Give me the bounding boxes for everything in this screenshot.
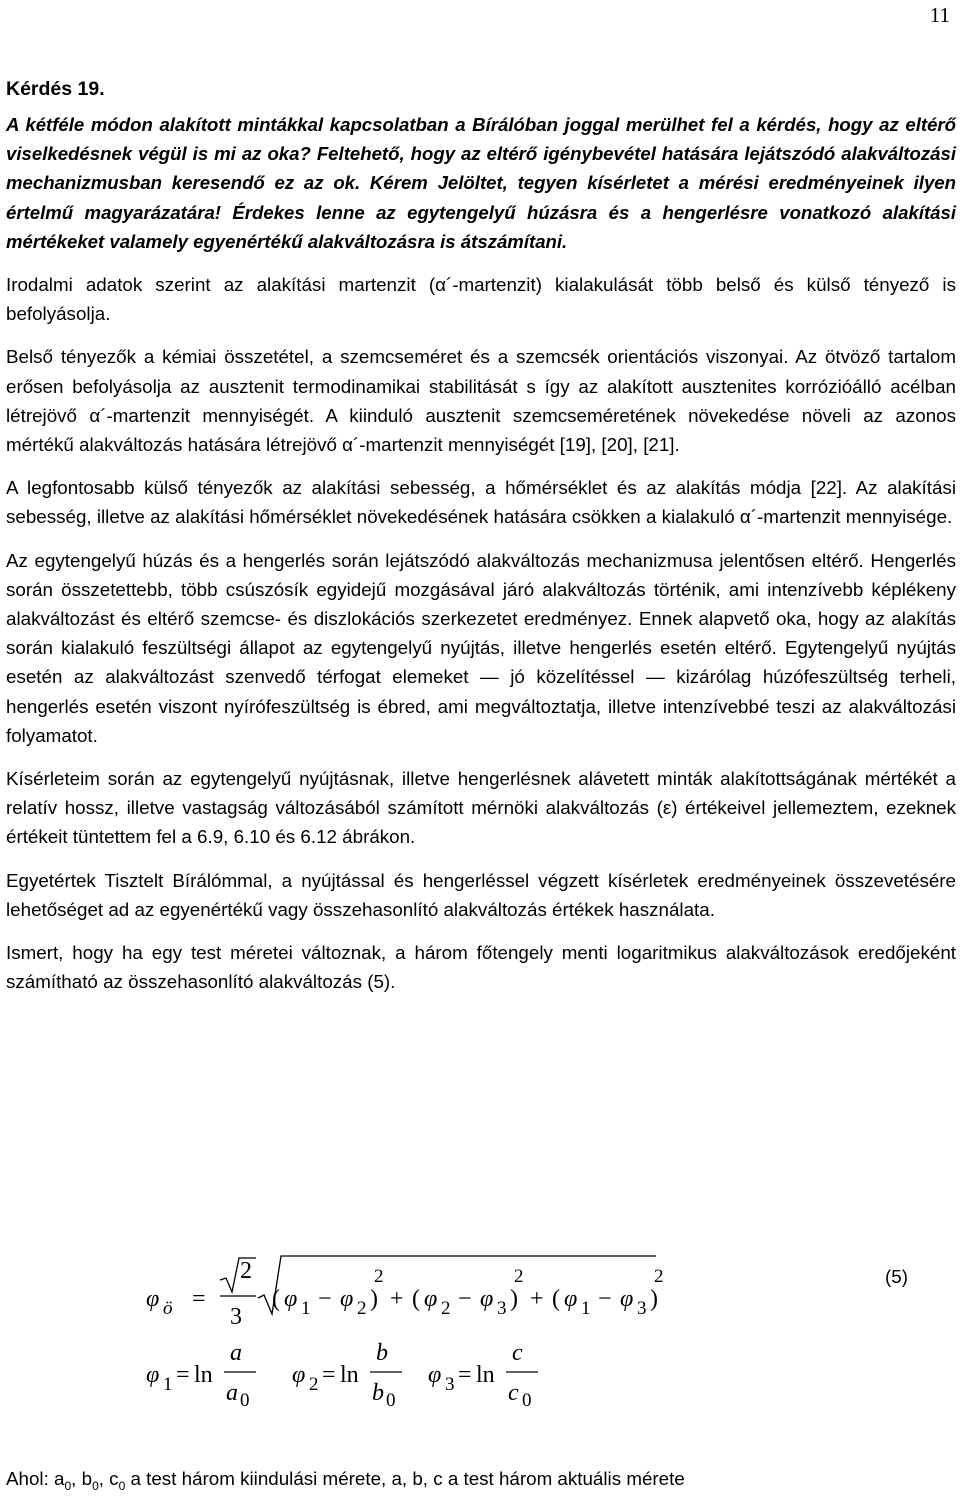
sub-1: 1 (301, 1298, 311, 1319)
paren-close-1: ) (370, 1286, 378, 1312)
paren-open-1: ( (272, 1286, 280, 1312)
phi-4: φ (480, 1286, 494, 1312)
reviewer-question: A kétféle módon alakított mintákkal kapcsolatban a Bírálóban joggal merülhet fel a kérdés, hogy az eltérő viselkedésnek végül is mi az oka? Feltehető, hogy az eltérő igénybevétel hatására lejátszódó alakváltozási mechanizmusban keresendő ez az ok. Kérem Jelöltet, tegyen kísérletet a mérési eredményeinek ilyen értelmű magyarázatára! Érdekes lenne az egytengelyű húzásra és a hengerlésre vonatkozó alakítási mértékeket valamely egyenértékű alakváltozásra is átszámítani. (6, 114, 956, 252)
eq-line2-3: = (458, 1362, 472, 1388)
phi-6: φ (620, 1286, 634, 1312)
phi-3: φ (424, 1286, 438, 1312)
equation-number: (5) (885, 1266, 908, 1287)
sub-line2-1: 1 (163, 1374, 173, 1395)
eq-line2-1: = (176, 1362, 190, 1388)
den-a-sub: 0 (240, 1390, 250, 1411)
sub-4: 3 (497, 1298, 507, 1319)
footer-c: , c (98, 1468, 119, 1489)
phi-line2-2: φ (292, 1362, 306, 1388)
paren-open-3: ( (552, 1286, 560, 1312)
equals-sign: = (192, 1286, 206, 1312)
phi-1: φ (284, 1286, 298, 1312)
paragraph-agreement: Egyetértek Tisztelt Bírálómmal, a nyújtással és hengerléssel végzett kísérletek eredményeinek összevetésére lehetőséget ad az egyenértékű vagy összehasonlító alakváltozás értékek használata. (6, 869, 956, 920)
paragraph-mechanism: Az egytengelyű húzás és a hengerlés során lejátszódó alakváltozás mechanizmusa jelentősen eltérő. Hengerlés során összetettebb, több csúszósík egyidejű mozgásával járó alakváltozás történik, ami intenzívebb képlékeny alakváltozást és eltérő szemcse- és diszlokációs szerkezetet eredményez. Ennek alapvető oka, hogy az alakítás során kialakuló feszültségi állapot az egytengelyű nyújtás, illetve hengerlés esetén eltérő. Egytengelyű nyújtás esetén az alakváltozást szenvedő térfogat elemeket — jó közelítéssel — kizárólag húzófeszültség terheli, hengerlés esetén viszont nyírófeszültség is ébred, ami megváltoztatja, illetve intenzívebbé teszi az alakváltozási folyamatot. (6, 549, 956, 746)
paragraph-internal-factors: Belső tényezők a kémiai összetétel, a szemcseméret és a szemcsék orientációs viszonyai. Az ötvöző tartalom erősen befolyásolja az ausztenit termodinamikai stabilitását s így az alakított ausztenites korrózióálló acélban létrejövő α´-martenzit mennyiségét. A kiinduló ausztenit szemcseméretének növekedése növeli az azonos mértékű alakváltozás hatására létrejövő α´-martenzit mennyiségét [19], [20], [21]. (6, 346, 956, 456)
paragraph-logarithmic: Ismert, hogy ha egy test méretei változnak, a három főtengely menti logaritmikus alakváltozások eredőjeként számítható az összehasonlító alakváltozás (5). (6, 942, 956, 993)
square-1: 2 (374, 1266, 384, 1287)
plus-1: + (390, 1286, 404, 1312)
footer-description: a test három kiindulási mérete, a, b, c a test három aktuális mérete (125, 1468, 685, 1489)
num-c: c (512, 1340, 523, 1366)
paragraph-experiments: Kísérleteim során az egytengelyű nyújtásnak, illetve hengerlésnek alávetett minták alakítottságának mértékét a relatív hossz, illetve vastagság változásából számított mérnöki alakváltozás (ε) értékeivel jellemeztem, ezeknek értékeit tüntettem fel a 6.9, 6.10 és 6.12 ábrákon. (6, 768, 956, 848)
sqrt-two: 2 (240, 1258, 252, 1284)
paren-close-3: ) (650, 1286, 658, 1312)
num-a: a (230, 1340, 242, 1366)
footer-sub-c: 0 (118, 1478, 126, 1493)
subscript-o: ö (163, 1298, 173, 1319)
phi-symbol: φ (146, 1286, 160, 1312)
paragraph-literature: Irodalmi adatok szerint az alakítási martenzit (α´-martenzit) kialakulását több belső és külső tényező is befolyásolja. (6, 274, 956, 325)
page-content (6, 110, 956, 996)
den-a: a (226, 1380, 238, 1406)
square-2: 2 (514, 1266, 524, 1287)
den-c-sub: 0 (522, 1390, 532, 1411)
num-b: b (376, 1340, 388, 1366)
den-c: c (508, 1380, 519, 1406)
sub-6: 3 (637, 1298, 647, 1319)
sub-line2-2: 2 (309, 1374, 319, 1395)
sub-line2-3: 3 (445, 1374, 455, 1395)
footer-sub-b: 0 (92, 1478, 99, 1493)
paren-close-2: ) (510, 1286, 518, 1312)
phi-5: φ (564, 1286, 578, 1312)
phi-line2-1: φ (146, 1362, 160, 1388)
eq-line2-2: = (322, 1362, 336, 1388)
equivalent-strain-formula (146, 1252, 946, 1412)
sub-5: 1 (581, 1298, 591, 1319)
page-number: 11 (929, 3, 950, 27)
variable-definition (6, 1468, 685, 1493)
phi-2: φ (340, 1286, 354, 1312)
paragraph-external-factors: A legfontosabb külső tényezők az alakítási sebesség, a hőmérséklet és az alakítás módja [22]. Az alakítási sebesség, illetve az alakítási hőmérséklet növekedésének hatására csökken a kialakuló α´-martenzit mennyisége. (6, 477, 956, 528)
sub-2: 2 (357, 1298, 367, 1319)
ln-2: ln (340, 1362, 359, 1388)
minus-2: − (458, 1286, 472, 1312)
paren-open-2: ( (412, 1286, 420, 1312)
den-b: b (372, 1380, 384, 1406)
square-3: 2 (654, 1266, 664, 1287)
footer-b: , b (71, 1468, 93, 1489)
den-b-sub: 0 (386, 1390, 396, 1411)
phi-line2-3: φ (428, 1362, 442, 1388)
question-heading: Kérdés 19. (6, 78, 105, 100)
sub-3: 2 (441, 1298, 451, 1319)
minus-3: − (598, 1286, 612, 1312)
ln-1: ln (194, 1362, 213, 1388)
minus-1: − (318, 1286, 332, 1312)
plus-2: + (530, 1286, 544, 1312)
denominator-three: 3 (230, 1304, 242, 1330)
ln-3: ln (476, 1362, 495, 1388)
footer-prefix: Ahol: a (6, 1468, 65, 1489)
footer-sub-a: 0 (64, 1478, 72, 1493)
